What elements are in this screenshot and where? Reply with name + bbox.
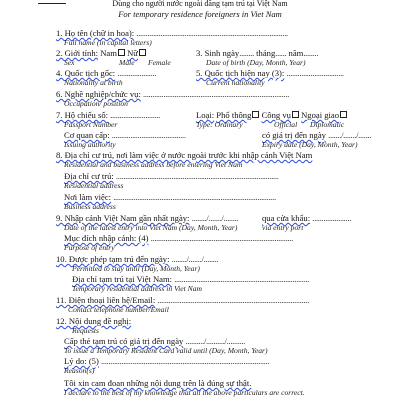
entry-port-label: qua cửa khẩu: [262, 213, 311, 223]
form-title-vi: Dùng cho người nước ngoài đăng tạm trú tại Việt Nam [112, 0, 288, 8]
expiry-input[interactable]: ......./......./....... [328, 130, 372, 140]
field-business-address [64, 192, 276, 202]
contact-label: 11. Điện thoại liên hệ/Email: [56, 295, 156, 305]
type-official-checkbox[interactable] [292, 111, 299, 118]
issuer-sub: Issuing authority [64, 140, 116, 149]
sex-male-label: Nam [100, 48, 117, 58]
current-nationality-label: 5. Quốc tịch hiện nay (3): [196, 68, 285, 78]
type-ordinary-sub: Type: Ordinary [196, 120, 243, 129]
declaration-en: I declare to the best of my knowledge that all the above particulars are correct. [64, 388, 305, 397]
business-address-sub: Business address [64, 202, 116, 211]
issuer-input[interactable]: ........................................ [111, 130, 186, 140]
type-ordinary-label: Phổ thông [216, 110, 252, 120]
nationality-birth-sub: Nationality at birth [64, 78, 123, 87]
dob-month-label: tháng [256, 48, 276, 58]
field-dob [196, 48, 318, 58]
field-nationality-birth [56, 68, 156, 78]
field-sex [56, 48, 146, 58]
sex-female-label: Nữ [127, 48, 138, 58]
field-stay-until [56, 254, 218, 264]
field-entry-purpose [64, 233, 293, 243]
residential-address-label: Địa chỉ cư trú: [64, 171, 114, 181]
requests-sub: Requests [72, 326, 99, 335]
passport-label: 7. Hộ chiếu số: [56, 110, 109, 120]
stay-until-label: 10. Được phép tạm trú đến ngày: [56, 254, 170, 264]
full-name-input[interactable]: .................................................................................. [136, 28, 288, 38]
residential-address-input[interactable]: ........................................................................................ [115, 171, 279, 181]
field-card-validity [64, 336, 245, 346]
sex-sub: Sex [64, 58, 75, 67]
contact-sub: Contact telephone number/Email [68, 305, 169, 314]
field-expiry [262, 130, 371, 140]
nationality-birth-input[interactable]: ..................... [117, 68, 157, 78]
reason-label: Lý do: (5) [64, 356, 99, 366]
occupation-input[interactable]: ............................................................................... [143, 89, 290, 99]
declaration-vi-text: Tôi xin cam đoan những nội dung trên là đúng sự thật. [64, 378, 252, 388]
passport-type-label: Loại: [196, 110, 215, 120]
contact-input[interactable]: .................................................................................. [157, 295, 309, 305]
dob-label: 3. Sinh ngày [196, 48, 240, 58]
passport-input[interactable]: ........................... [110, 110, 161, 120]
temp-address-label: Địa chỉ tạm trú tại Việt Nam: [72, 274, 173, 284]
nationality-birth-label: 4. Quốc tịch gốc: [56, 68, 116, 78]
requests-label: 12. Nội dung đề nghị: [56, 316, 132, 326]
field-contact [56, 295, 309, 305]
dob-sub: Date of birth (Day, Month, Year) [206, 58, 306, 67]
type-diplomatic-checkbox[interactable] [340, 111, 347, 118]
field-requests [56, 316, 131, 326]
sex-female-checkbox[interactable] [139, 49, 146, 56]
field-current-nationality [196, 68, 344, 78]
type-diplomatic-label: Ngoại giao [301, 110, 340, 120]
type-diplomatic-sub: Diplomatic [310, 120, 345, 129]
field-reason [64, 356, 269, 366]
entry-purpose-input[interactable]: ............................................................................. [150, 233, 293, 243]
residential-address-sub: Residential address [64, 181, 124, 190]
field-full-name [56, 28, 288, 38]
field-occupation [56, 89, 289, 99]
field-passport [56, 110, 160, 120]
full-name-label: 1. Họ tên (chữ in hoa): [56, 28, 135, 38]
reason-sub: Reason(s) [64, 366, 95, 375]
field-previous-address [56, 150, 312, 160]
type-ordinary-checkbox[interactable] [252, 111, 259, 118]
sex-label: 2. Giới tính: [56, 48, 99, 58]
field-issuer [64, 130, 186, 140]
entry-port-input[interactable]: ..................... [312, 213, 352, 223]
field-temp-address [72, 274, 309, 284]
occupation-label: 6. Nghề nghiệp/chức vụ: [56, 89, 141, 99]
male-sub: Male [119, 58, 135, 67]
dob-year-input[interactable]: ........ [303, 48, 319, 58]
card-validity-input[interactable]: ........../........../.......... [185, 336, 246, 346]
card-validity-sub: To issue a Temporary Resident Card valid until (Day, Month, Year) [64, 346, 268, 355]
dob-month-input[interactable]: ...... [275, 48, 287, 58]
current-nationality-sub: Current nationality [206, 78, 265, 87]
type-official-label: Công vụ [261, 110, 291, 120]
dob-year-label: năm [288, 48, 304, 58]
business-address-label: Nơi làm việc: [64, 192, 112, 202]
field-residential-address [64, 171, 279, 181]
business-address-input[interactable]: ........................................................................................ [113, 192, 276, 202]
expiry-sub: Expiry date (Day, Month, Year) [262, 140, 358, 149]
entry-purpose-label: Mục đích nhập cảnh: (4) [64, 233, 149, 243]
field-entry-port [262, 213, 351, 223]
temp-address-input[interactable]: ......................................................................... [174, 274, 310, 284]
form-title-en: For temporary residence foreigners in Viet Nam [118, 9, 282, 19]
declaration-vi [64, 378, 251, 388]
current-nationality-input[interactable]: ............................... [286, 68, 344, 78]
female-sub: Female [148, 58, 171, 67]
card-validity-label: Cấp thẻ tạm trú có giá trị đến ngày [64, 336, 184, 346]
entry-purpose-sub: Purpose of entry [64, 243, 115, 252]
field-passport-type [196, 110, 347, 120]
latest-entry-sub: Date of the latest entry into Viet Nam (Day, Month, Year) [64, 223, 238, 232]
dob-day-input[interactable]: ........ [239, 48, 255, 58]
entry-port-sub: via entry port [262, 223, 304, 232]
issuer-label: Cơ quan cấp: [64, 130, 110, 140]
stay-until-sub: Permitted to stay until (Day, Month, Year) [72, 264, 200, 273]
expiry-label: có giá trị đến ngày [262, 130, 326, 140]
previous-address-label: 8. Địa chỉ cư trú, nơi làm việc ở nước ngoài trước khi nhập cảnh Việt Nam [56, 150, 313, 160]
latest-entry-label: 9. Nhập cảnh Việt Nam gần nhất ngày: [56, 213, 190, 223]
occupation-sub: Occupation/ position [64, 99, 128, 108]
field-latest-entry [56, 213, 238, 223]
stay-until-input[interactable]: ......../......./........ [171, 254, 219, 264]
passport-sub: Passport Number [64, 120, 118, 129]
type-official-sub: Official [274, 120, 298, 129]
reason-input[interactable]: ........................................................................................... [101, 356, 270, 366]
previous-address-sub: Residential and business address before entering Viet Nam [64, 160, 243, 169]
latest-entry-input[interactable]: ......../......./........ [191, 213, 239, 223]
sex-male-checkbox[interactable] [118, 49, 125, 56]
temp-address-sub: Temporary residential address in Viet Nam [72, 284, 203, 293]
full-name-sub: Full name (in capital letters) [64, 38, 152, 47]
